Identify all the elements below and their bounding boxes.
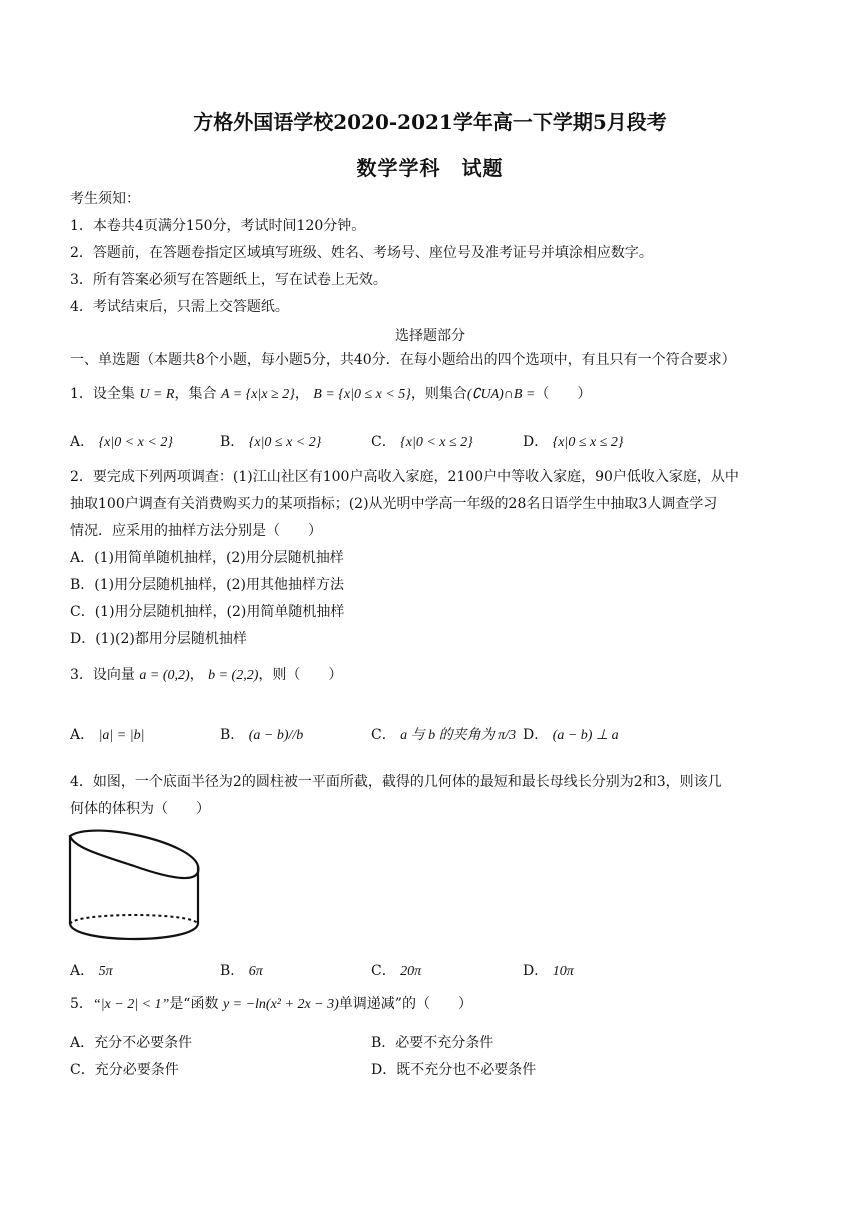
notice-item: 1．本卷共4页满分150分，考试时间120分钟。 xyxy=(70,218,366,234)
option-b: B． {x|0 ≤ x < 2} xyxy=(220,434,322,450)
question-number: 1． xyxy=(70,386,93,402)
question-4-line: 4．如图，一个底面半径为2的圆柱被一平面所截，截得的几何体的最短和最长母线长分别为2和3，则该几 xyxy=(70,774,722,790)
question-text: 设向量 xyxy=(92,667,135,683)
question-1 xyxy=(70,385,591,404)
exam-subtitle: 数学学科 试题 xyxy=(356,156,504,180)
section-title: 选择题部分 xyxy=(395,328,465,344)
question-text: 单调递减”的（ ） xyxy=(338,996,472,1012)
option-a: A．充分不必要条件 xyxy=(70,1035,193,1051)
option-a: A． {x|0 < x < 2} xyxy=(70,434,173,450)
answer-paren: （ ） xyxy=(535,386,592,402)
notice-item: 3．所有答案必须写在答题纸上，写在试卷上无效。 xyxy=(70,272,387,288)
option-b: B． 6π xyxy=(220,963,263,979)
question-4-line: 何体的体积为（ ） xyxy=(70,801,210,817)
visible-base-arc xyxy=(70,924,198,939)
question-number: 3． xyxy=(70,667,93,683)
option-a: A．(1)用简单随机抽样，(2)用分层随机抽样 xyxy=(70,550,344,566)
question-text: ， xyxy=(189,667,204,683)
top-cut-ellipse xyxy=(70,831,198,878)
option-a: A． 5π xyxy=(70,963,113,979)
math-set-a: A = {x|x ≥ 2} xyxy=(220,387,295,402)
option-b: B．(1)用分层随机抽样，(2)用其他抽样方法 xyxy=(70,577,344,593)
question-3 xyxy=(70,666,342,685)
math-expression: (∁UA)∩B = xyxy=(466,387,536,402)
option-b: B． (a − b)//b xyxy=(220,727,304,743)
option-b: B．必要不充分条件 xyxy=(371,1035,494,1051)
option-c: C．(1)用分层随机抽样，(2)用简单随机抽样 xyxy=(70,604,345,620)
math-vector-a: a = (0,2) xyxy=(139,668,190,683)
option-a: A． |a| = |b| xyxy=(70,727,145,743)
math-set-b: B = {x|0 ≤ x < 5} xyxy=(313,387,411,402)
option-d: D．既不充分也不必要条件 xyxy=(371,1062,537,1078)
exam-title: 方格外国语学校2020-2021学年高一下学期5月段考 xyxy=(193,110,667,134)
hidden-base-arc xyxy=(70,915,198,924)
question-text: ，则（ ） xyxy=(258,667,343,683)
option-c: C． 20π xyxy=(371,963,422,979)
option-c: C．充分必要条件 xyxy=(70,1062,179,1078)
math-condition: “|x − 2| < 1” xyxy=(92,997,170,1012)
option-d: D．(1)(2)都用分层随机抽样 xyxy=(70,631,247,647)
question-2-line: 情况．应采用的抽样方法分别是（ ） xyxy=(70,523,322,539)
question-text: ，集合 xyxy=(174,386,217,402)
math-function: y = −ln(x² + 2x − 3) xyxy=(222,997,339,1012)
question-5 xyxy=(70,995,472,1014)
math-universe: U = R xyxy=(139,387,175,402)
option-c: C． {x|0 < x ≤ 2} xyxy=(371,434,473,450)
truncated-cylinder-figure xyxy=(64,822,206,950)
question-number: 5． xyxy=(70,996,93,1012)
question-text: 是“函数 xyxy=(169,996,219,1012)
notice-heading: 考生须知： xyxy=(70,191,140,207)
part-heading: 一、单选题（本题共8个小题，每小题5分，共40分．在每小题给出的四个选项中，有且只有一个符合要求） xyxy=(70,352,736,368)
option-d: D． 10π xyxy=(523,963,574,979)
option-d: D． (a − b) ⊥ a xyxy=(523,727,619,743)
notice-item: 4．考试结束后，只需上交答题纸。 xyxy=(70,299,289,315)
option-d: D． {x|0 ≤ x ≤ 2} xyxy=(523,434,624,450)
question-2-line: 抽取100户调查有关消费购买力的某项指标；(2)从光明中学高一年级的28名日语学生中抽取3人调查学习 xyxy=(70,496,718,512)
question-text: ， xyxy=(294,386,309,402)
question-text: ，则集合 xyxy=(410,386,467,402)
notice-item: 2．答题前，在答题卷指定区域填写班级、姓名、考场号、座位号及准考证号并填涂相应数字。 xyxy=(70,245,653,261)
question-text: 设全集 xyxy=(92,386,135,402)
option-c: C． a 与 b 的夹角为 π/3 xyxy=(371,727,517,743)
question-2-line: 2．要完成下列两项调查：(1)江山社区有100户高收入家庭，2100户中等收入家庭，90户低收入家庭，从中 xyxy=(70,469,739,485)
math-vector-b: b = (2,2) xyxy=(208,668,259,683)
